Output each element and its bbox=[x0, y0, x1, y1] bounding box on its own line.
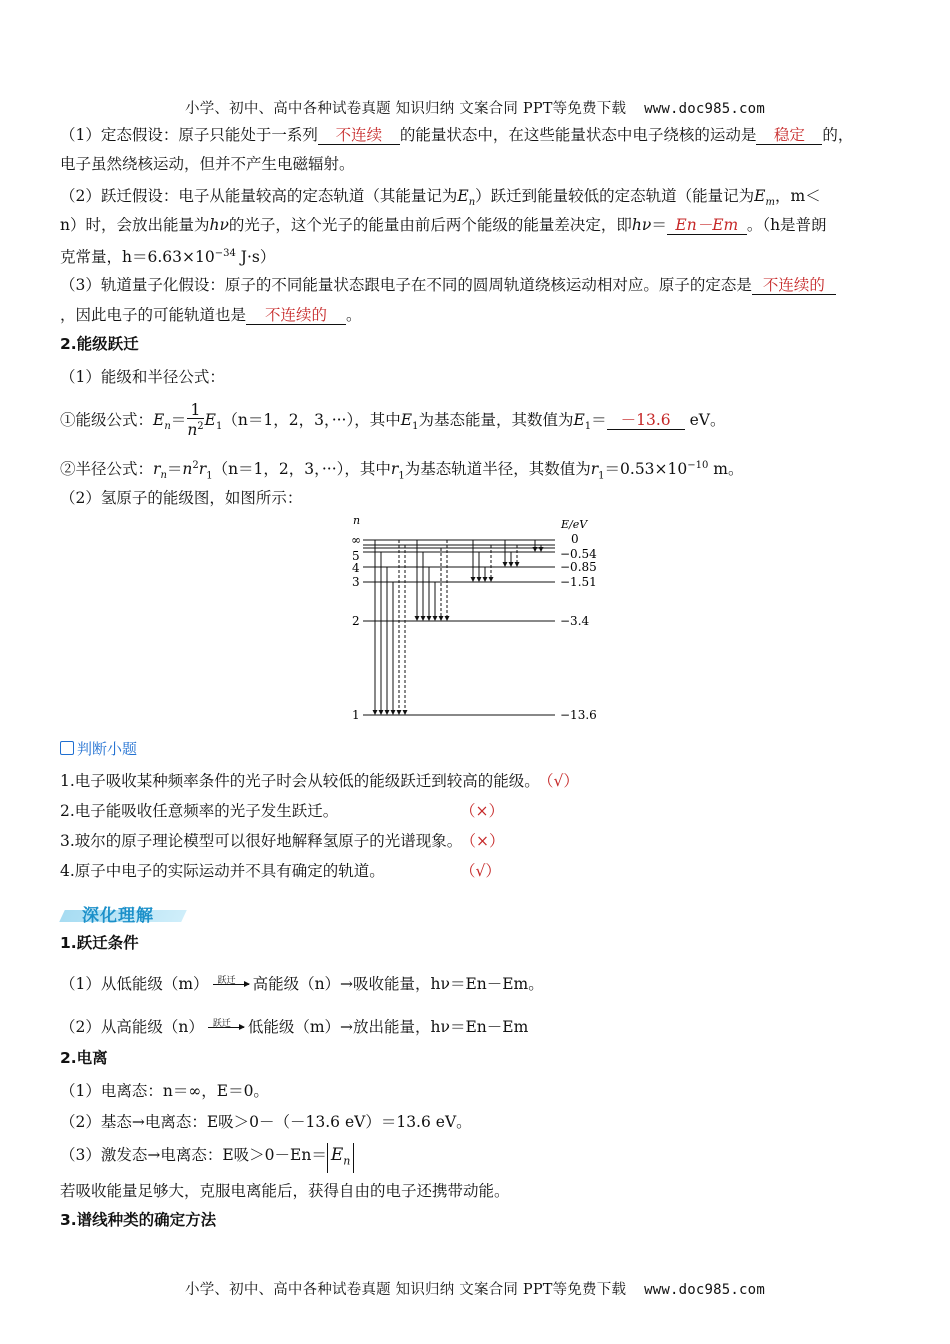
arrowhead bbox=[445, 616, 450, 621]
text: （n＝1，2，3，···），其中 bbox=[212, 460, 391, 479]
text: （3）激发态→电离态：E吸＞0－En＝ bbox=[60, 1146, 327, 1164]
transition-arrow-icon bbox=[208, 1019, 244, 1037]
judge-title bbox=[60, 738, 137, 759]
answer-blank: 不连续的 bbox=[752, 276, 836, 295]
exponent: −34 bbox=[214, 248, 236, 259]
arrowhead bbox=[421, 616, 426, 621]
arrowhead bbox=[415, 616, 420, 621]
arrowhead bbox=[397, 710, 402, 715]
arrowhead bbox=[515, 562, 520, 567]
text: 克常量，h＝6.63×10 bbox=[60, 248, 215, 267]
heading: 2.能级跃迁 bbox=[60, 335, 139, 353]
arrowhead bbox=[471, 577, 476, 582]
text-line: 电子虽然绕核运动，但并不产生电磁辐射。 bbox=[60, 155, 355, 173]
footer-text: 小学、初中、高中各种试卷真题 知识归纳 文案合同 PPT等免费下载 bbox=[185, 1282, 627, 1298]
text: 低能级（m）→放出能量，hν＝En－Em bbox=[247, 1018, 529, 1036]
level-n-label: 5 bbox=[352, 549, 360, 563]
judge-mark: （×） bbox=[468, 832, 505, 850]
transition-line-1 bbox=[60, 973, 544, 995]
heading: 2.电离 bbox=[60, 1049, 108, 1067]
answer-blank: 不连续的 bbox=[246, 306, 346, 325]
level-e-label: −1.51 bbox=[560, 575, 597, 589]
heading: 3.谱线种类的确定方法 bbox=[60, 1211, 217, 1229]
answer-blank: En－Em bbox=[667, 216, 747, 235]
judge-mark: （√） bbox=[460, 862, 501, 880]
exponent: −10 bbox=[687, 460, 709, 471]
text-line: （2）基态→电离态：E吸＞0－（－13.6 eV）＝13.6 eV。 bbox=[60, 1113, 472, 1131]
text: 。（h是普朗 bbox=[746, 216, 827, 234]
arrowhead bbox=[379, 710, 384, 715]
arrowhead bbox=[489, 577, 494, 582]
absolute-value-En: $E_n$ bbox=[327, 1143, 355, 1173]
text-line: n）时，会放出能量为hν的光子，这个光子的能量由前后两个能级的能量差决定，即hν＝ En－Em 。（h是普朗 bbox=[60, 216, 827, 234]
text: （2）跃迁假设：电子从能量较高的定态轨道（其能量记为 bbox=[60, 187, 458, 205]
text-line: （1）能级和半径公式： bbox=[60, 368, 225, 386]
transition-arrow-icon bbox=[213, 976, 249, 994]
text-line bbox=[60, 243, 275, 268]
axis-e-label: E/eV bbox=[561, 518, 588, 531]
judge-item bbox=[60, 830, 505, 852]
arrowhead bbox=[509, 562, 514, 567]
arrowhead bbox=[385, 710, 390, 715]
judge-title-text: 判断小题 bbox=[77, 740, 138, 758]
level-n-label: ∞ bbox=[351, 533, 361, 547]
text: 2.电子能吸收任意频率的光子发生跃迁。 bbox=[60, 802, 339, 820]
level-e-label: −13.6 bbox=[560, 708, 597, 722]
text: 为基态能量，其数值为 bbox=[418, 411, 574, 429]
text: 3.玻尔的原子理论模型可以很好地解释氢原子的光谱现象。 bbox=[60, 832, 463, 850]
text: 1.电子吸收某种频率条件的光子时会从较低的能级跃迁到较高的能级。 bbox=[60, 772, 540, 790]
transition-line-2 bbox=[60, 1016, 528, 1038]
header-url[interactable]: www.doc985.com bbox=[644, 101, 765, 117]
text: ）跃迁到能量较低的定态轨道（能量记为 bbox=[475, 187, 755, 205]
text: m。 bbox=[708, 460, 744, 479]
arrow-label: 跃迁 bbox=[212, 1019, 231, 1029]
checkbox-icon bbox=[60, 741, 74, 755]
arrowhead bbox=[373, 710, 378, 715]
arrowhead bbox=[483, 577, 488, 582]
hydrogen-energy-level-diagram bbox=[345, 512, 605, 727]
section-title bbox=[60, 1047, 108, 1069]
text: n）时，会放出能量为 bbox=[60, 216, 210, 234]
footer-url[interactable]: www.doc985.com bbox=[644, 1282, 765, 1298]
heading: 1.跃迁条件 bbox=[60, 934, 139, 952]
arrowhead bbox=[433, 616, 438, 621]
arrowhead bbox=[391, 710, 396, 715]
text: 的， bbox=[822, 126, 854, 144]
level-e-label: −0.54 bbox=[560, 547, 597, 561]
judge-item bbox=[60, 860, 501, 882]
answer-blank: －13.6 bbox=[607, 411, 685, 430]
arrowhead bbox=[477, 577, 482, 582]
level-n-label: 1 bbox=[352, 708, 360, 722]
radius-formula-line: ②半径公式：$r_n=n^2r_1(n=1$，2，3，···），其中$r_1$为基态轨道半径，其数值为$r_1=0.53\times 10^{-10}$ m。 bbox=[60, 460, 744, 482]
answer-blank: 稳定 bbox=[756, 126, 822, 145]
text: 的能量状态中，在这些能量状态中电子绕核的运动是 bbox=[399, 126, 757, 144]
arrowhead bbox=[539, 547, 544, 552]
axis-n-label: n bbox=[353, 514, 361, 527]
banner-text: 深化理解 bbox=[82, 906, 154, 926]
page-footer bbox=[0, 1278, 950, 1299]
section-title bbox=[60, 333, 139, 355]
text-line bbox=[60, 304, 362, 326]
text-line: 若吸收能量足够大，克服电离能后，获得自由的电子还携带动能。 bbox=[60, 1182, 510, 1200]
energy-formula-line: ①能级公式：$E_n=$ $\frac{1}{n^2}$ $E_1(n=1$，2，3，···），其中$E_1$为基态能量，其数值为$E_1= -13.6$ eV。 bbox=[60, 401, 726, 440]
text: （3）轨道量子化假设：原子的不同能量状态跟电子在不同的圆周轨道绕核运动相对应。原子的定态是 bbox=[60, 276, 752, 294]
judge-item bbox=[60, 770, 579, 792]
level-e-label: 0 bbox=[571, 532, 579, 546]
text: J·s） bbox=[235, 248, 276, 267]
deepen-banner bbox=[62, 902, 184, 926]
text: ①能级公式： bbox=[60, 411, 154, 429]
postulate-3-line bbox=[60, 274, 836, 296]
level-e-label: −3.4 bbox=[560, 614, 590, 628]
judge-mark: （×） bbox=[460, 802, 504, 820]
postulate-1-line bbox=[60, 124, 853, 146]
text: （1）定态假设：原子只能处于一系列 bbox=[60, 126, 318, 144]
postulate-2-line: （2）跃迁假设：电子从能量较高的定态轨道（其能量记为$E_n$）跃迁到能量较低的定态轨道（能量记为$E_m$，m＜ bbox=[60, 187, 821, 209]
header-text: 小学、初中、高中各种试卷真题 知识归纳 文案合同 PPT等免费下载 bbox=[185, 101, 627, 117]
level-e-label: −0.85 bbox=[560, 560, 597, 574]
arrowhead bbox=[403, 710, 408, 715]
arrowhead bbox=[533, 547, 538, 552]
text: 高能级（n）→吸收能量，hν＝En－Em。 bbox=[252, 975, 544, 993]
section-title bbox=[60, 1209, 216, 1231]
text: （n＝1，2，3，···），其中 bbox=[222, 411, 401, 429]
text: ＝0.53×10 bbox=[604, 460, 688, 479]
text: 为基态轨道半径，其数值为 bbox=[404, 460, 591, 479]
text: 。 bbox=[346, 306, 362, 324]
level-n-label: 2 bbox=[352, 614, 360, 628]
judge-item bbox=[60, 800, 504, 822]
text-line: （2）氢原子的能级图，如图所示： bbox=[60, 489, 303, 507]
level-n-label: 3 bbox=[352, 575, 360, 589]
text-line: （1）电离态：n＝∞，E＝0。 bbox=[60, 1082, 269, 1100]
text: 4.原子中电子的实际运动并不具有确定的轨道。 bbox=[60, 862, 385, 880]
arrowhead bbox=[439, 616, 444, 621]
judge-mark: （√） bbox=[545, 772, 579, 790]
text: ②半径公式： bbox=[60, 460, 154, 479]
text: ，因此电子的可能轨道也是 bbox=[60, 306, 247, 324]
arrowhead bbox=[427, 616, 432, 621]
text: （2）从高能级（n） bbox=[60, 1018, 204, 1036]
level-n-label: 4 bbox=[352, 561, 360, 575]
text: ，m＜ bbox=[774, 187, 821, 205]
answer-blank: 不连续 bbox=[318, 126, 400, 145]
arrowhead bbox=[503, 562, 508, 567]
text: eV。 bbox=[689, 411, 726, 429]
text: 的光子，这个光子的能量由前后两个能级的能量差决定，即 bbox=[228, 216, 632, 234]
page-header bbox=[0, 97, 950, 118]
arrow-label: 跃迁 bbox=[217, 976, 236, 986]
section-title bbox=[60, 932, 139, 954]
ionization-line bbox=[60, 1143, 354, 1173]
text: （1）从低能级（m） bbox=[60, 975, 209, 993]
